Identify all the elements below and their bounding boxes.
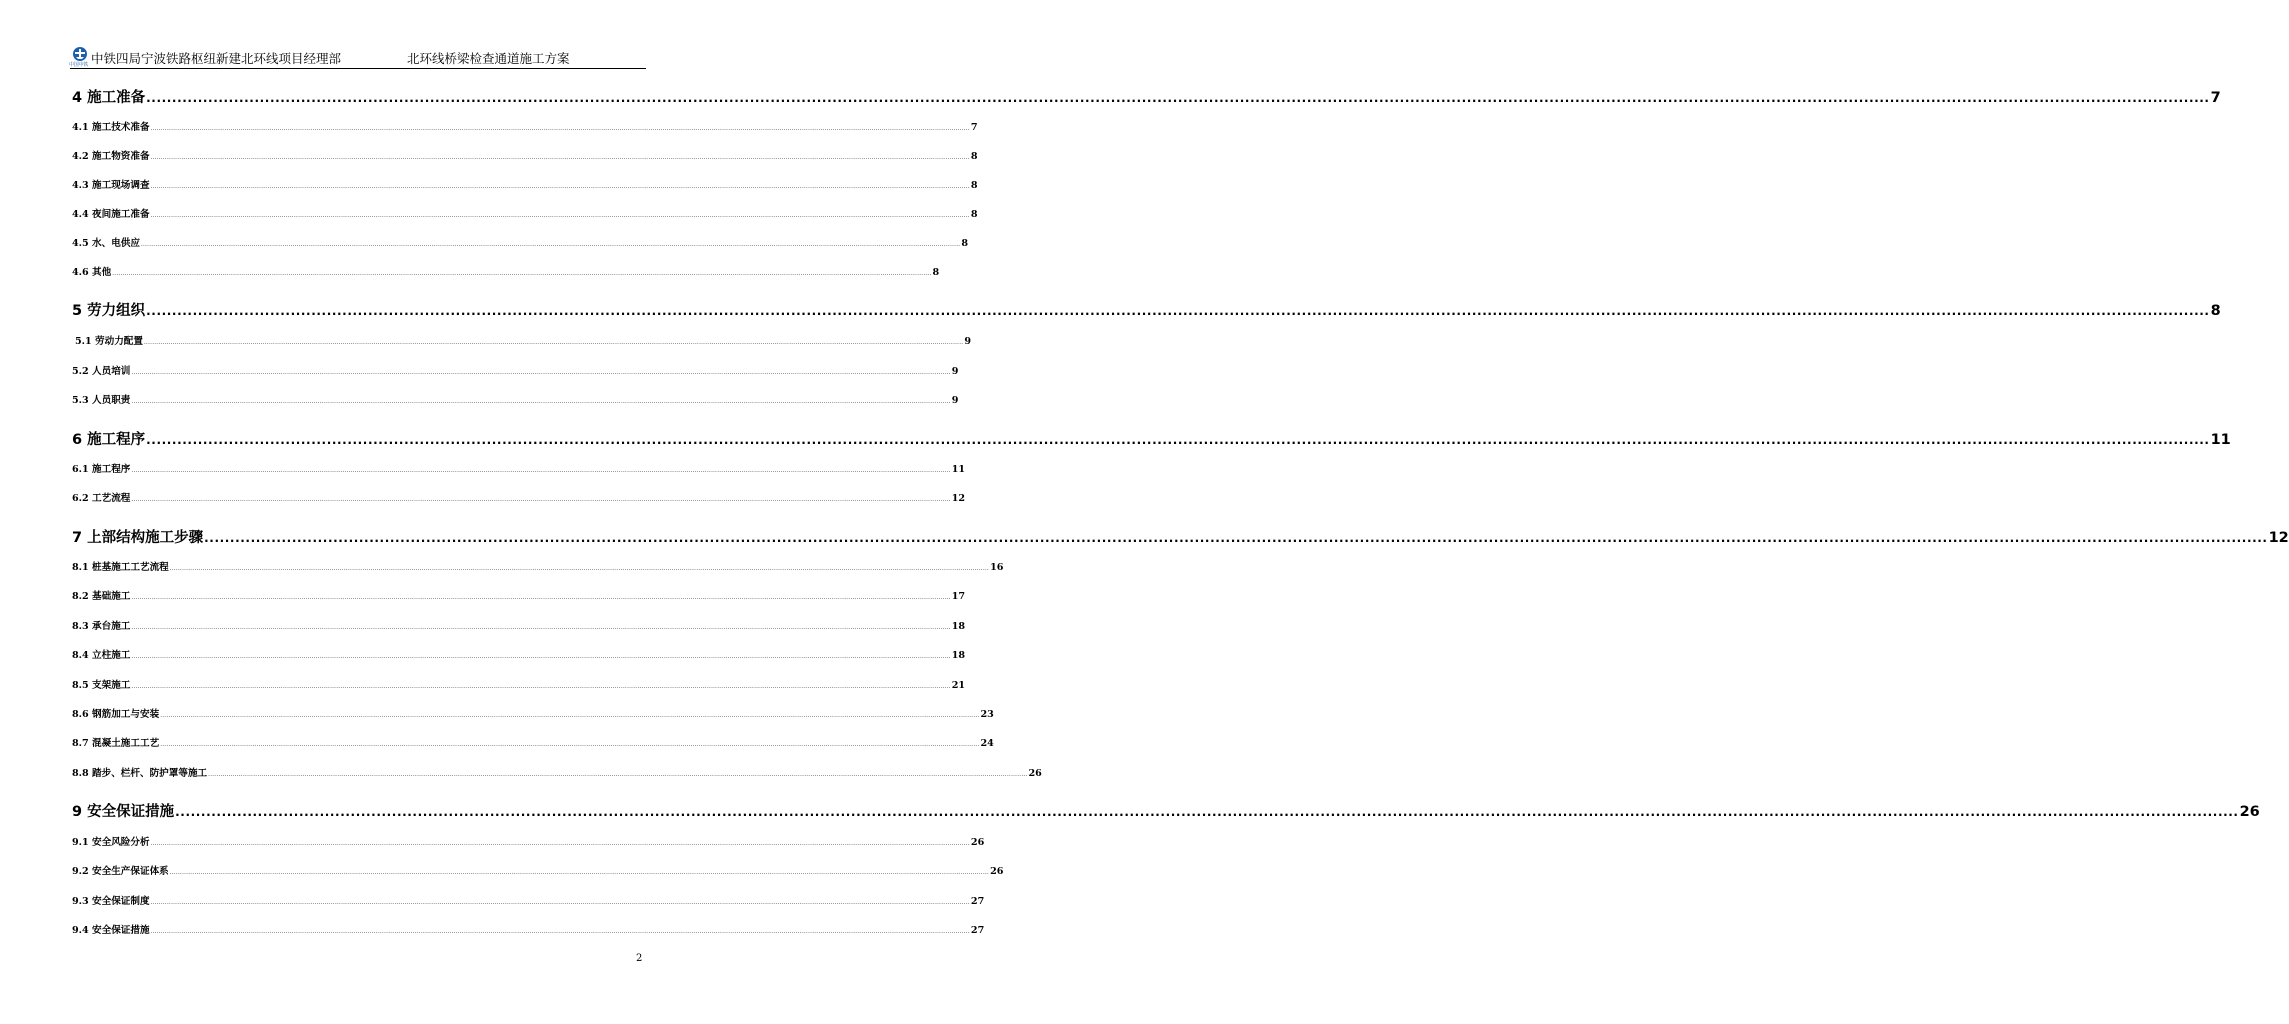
page-number: 2	[636, 953, 643, 964]
toc-entry-4[interactable]	[72, 86, 2221, 107]
toc-leader-dots: ................................................................................................................................................................................................................................................................................................................................................................................................................	[175, 805, 2239, 819]
toc-entry-title: 9.1 安全风险分析	[72, 837, 150, 848]
toc-entry-title: 8.8 踏步、栏杆、防护罩等施工	[72, 768, 208, 779]
company-logo	[70, 46, 90, 68]
toc-entry-page: 21	[951, 680, 966, 691]
toc-entry-title: 4.1 施工技术准备	[72, 122, 150, 133]
toc-leader-dots: ................................................................................................................................................................................................................................................................................................................................................................................................................	[131, 497, 951, 503]
toc-entry-8-7[interactable]	[72, 735, 994, 749]
toc-entry-page: 12	[2268, 530, 2289, 546]
toc-entry-5-2[interactable]	[72, 363, 959, 377]
toc-entry-title: 6.2 工艺流程	[72, 493, 131, 504]
toc-leader-dots: ................................................................................................................................................................................................................................................................................................................................................................................................................	[150, 184, 970, 190]
toc-leader-dots: ................................................................................................................................................................................................................................................................................................................................................................................................................	[169, 870, 990, 876]
toc-entry-page: 16	[990, 562, 1004, 573]
toc-entry-page: 12	[951, 493, 966, 504]
toc-leader-dots: ................................................................................................................................................................................................................................................................................................................................................................................................................	[112, 271, 932, 277]
toc-entry-page: 27	[970, 896, 985, 907]
toc-entry-page: 24	[980, 738, 994, 749]
header-company-name: 中铁四局宁波铁路枢纽新建北环线项目经理部	[91, 51, 342, 66]
toc-leader-dots: ................................................................................................................................................................................................................................................................................................................................................................................................................	[146, 304, 2210, 318]
toc-entry-page: 7	[970, 122, 978, 133]
toc-leader-dots: ................................................................................................................................................................................................................................................................................................................................................................................................................	[150, 126, 970, 132]
toc-leader-dots: ................................................................................................................................................................................................................................................................................................................................................................................................................	[208, 772, 1028, 778]
toc-entry-title: 5.2 人员培训	[72, 366, 131, 377]
toc-entry-title: 4.5 水、电供应	[72, 238, 140, 249]
toc-entry-title: 8.6 钢筋加工与安装	[72, 709, 160, 720]
toc-entry-page: 18	[951, 650, 966, 661]
toc-leader-dots: ................................................................................................................................................................................................................................................................................................................................................................................................................	[131, 468, 951, 474]
toc-leader-dots: ................................................................................................................................................................................................................................................................................................................................................................................................................	[150, 929, 970, 935]
toc-entry-8-4[interactable]	[72, 647, 966, 661]
toc-leader-dots: ................................................................................................................................................................................................................................................................................................................................................................................................................	[131, 595, 951, 601]
toc-entry-page: 11	[2210, 432, 2231, 448]
toc-entry-title: 6.1 施工程序	[72, 464, 131, 475]
toc-leader-dots: ................................................................................................................................................................................................................................................................................................................................................................................................................	[150, 213, 970, 219]
toc-entry-page: 17	[951, 591, 966, 602]
toc-entry-title: 8.7 混凝土施工工艺	[72, 738, 160, 749]
toc-entry-page: 8	[932, 267, 940, 278]
toc-entry-4-2[interactable]	[72, 148, 978, 162]
toc-entry-4-3[interactable]	[72, 177, 978, 191]
toc-entry-4-5[interactable]	[72, 235, 968, 249]
toc-leader-dots: ................................................................................................................................................................................................................................................................................................................................................................................................................	[141, 242, 961, 248]
toc-entry-page: 8	[970, 209, 978, 220]
toc-entry-9-2[interactable]	[72, 863, 1004, 877]
toc-entry-9-1[interactable]	[72, 834, 985, 848]
toc-entry-page: 23	[980, 709, 994, 720]
toc-entry-5[interactable]	[72, 299, 2221, 320]
toc-entry-4-1[interactable]	[72, 119, 978, 133]
toc-entry-title: 8.1 桩基施工工艺流程	[72, 562, 169, 573]
toc-leader-dots: ................................................................................................................................................................................................................................................................................................................................................................................................................	[146, 433, 2210, 447]
toc-entry-8-8[interactable]	[72, 765, 1042, 779]
toc-entry-page: 18	[951, 621, 966, 632]
toc-leader-dots: ................................................................................................................................................................................................................................................................................................................................................................................................................	[150, 841, 970, 847]
toc-entry-page: 8	[970, 180, 978, 191]
toc-entry-9[interactable]	[72, 800, 2260, 821]
toc-entry-page: 27	[970, 925, 985, 936]
toc-entry-8-1[interactable]	[72, 559, 1004, 573]
toc-entry-title: 4.6 其他	[72, 267, 112, 278]
toc-entry-4-4[interactable]	[72, 206, 978, 220]
toc-entry-title: 4.3 施工现场调查	[72, 180, 150, 191]
toc-leader-dots: ................................................................................................................................................................................................................................................................................................................................................................................................................	[131, 399, 951, 405]
toc-entry-page: 8	[961, 238, 968, 249]
toc-entry-page: 26	[990, 866, 1004, 877]
toc-entry-4-6[interactable]	[72, 264, 940, 278]
toc-entry-6-2[interactable]	[72, 490, 966, 504]
toc-entry-9-4[interactable]	[72, 922, 985, 936]
toc-leader-dots: ................................................................................................................................................................................................................................................................................................................................................................................................................	[150, 900, 970, 906]
page-header	[70, 46, 646, 69]
toc-entry-9-3[interactable]	[72, 893, 985, 907]
toc-leader-dots: ................................................................................................................................................................................................................................................................................................................................................................................................................	[150, 155, 970, 161]
header-document-title: 北环线桥梁检查通道施工方案	[407, 51, 570, 66]
toc-entry-page: 9	[951, 395, 959, 406]
toc-entry-title: 5.3 人员职责	[72, 395, 131, 406]
toc-entry-page: 26	[2239, 804, 2260, 820]
toc-leader-dots: ................................................................................................................................................................................................................................................................................................................................................................................................................	[131, 684, 951, 690]
toc-entry-6-1[interactable]	[72, 461, 966, 475]
toc-entry-5-3[interactable]	[72, 392, 959, 406]
toc-entry-page: 7	[2210, 90, 2221, 106]
toc-entry-page: 11	[951, 464, 966, 475]
toc-entry-page: 26	[1028, 768, 1042, 779]
toc-leader-dots: ................................................................................................................................................................................................................................................................................................................................................................................................................	[131, 370, 951, 376]
toc-leader-dots: ................................................................................................................................................................................................................................................................................................................................................................................................................	[204, 531, 2268, 545]
toc-entry-8-2[interactable]	[72, 588, 966, 602]
toc-entry-title: 9.3 安全保证制度	[72, 896, 150, 907]
toc-entry-title: 5 劳力组织	[72, 303, 146, 319]
toc-leader-dots: ................................................................................................................................................................................................................................................................................................................................................................................................................	[160, 742, 980, 748]
toc-entry-7[interactable]	[72, 526, 2289, 547]
toc-leader-dots: ................................................................................................................................................................................................................................................................................................................................................................................................................	[146, 91, 2210, 105]
toc-entry-title: 4 施工准备	[72, 90, 146, 106]
toc-entry-title: 8.5 支架施工	[72, 680, 131, 691]
toc-entry-title: 6 施工程序	[72, 432, 146, 448]
toc-entry-title: 5.1 劳动力配置	[75, 336, 143, 347]
toc-entry-title: 9.4 安全保证措施	[72, 925, 150, 936]
toc-entry-6[interactable]	[72, 428, 2231, 449]
logo-caption: 中国中铁	[69, 62, 89, 68]
crec-logo-icon	[70, 46, 90, 62]
toc-leader-dots: ................................................................................................................................................................................................................................................................................................................................................................................................................	[169, 566, 990, 572]
toc-entry-page: 26	[970, 837, 985, 848]
toc-leader-dots: ................................................................................................................................................................................................................................................................................................................................................................................................................	[144, 340, 964, 346]
toc-entry-title: 8.2 基础施工	[72, 591, 131, 602]
toc-entry-8-3[interactable]	[72, 618, 966, 632]
toc-leader-dots: ................................................................................................................................................................................................................................................................................................................................................................................................................	[131, 654, 951, 660]
toc-leader-dots: ................................................................................................................................................................................................................................................................................................................................................................................................................	[160, 713, 980, 719]
toc-entry-5-1[interactable]	[75, 333, 971, 347]
toc-leader-dots: ................................................................................................................................................................................................................................................................................................................................................................................................................	[131, 625, 951, 631]
toc-entry-page: 8	[970, 151, 978, 162]
toc-entry-page: 9	[951, 366, 959, 377]
toc-entry-title: 4.2 施工物资准备	[72, 151, 150, 162]
toc-entry-title: 9 安全保证措施	[72, 804, 175, 820]
toc-entry-title: 8.4 立柱施工	[72, 650, 131, 661]
toc-entry-title: 4.4 夜间施工准备	[72, 209, 150, 220]
toc-entry-page: 9	[964, 336, 971, 347]
toc-entry-title: 8.3 承台施工	[72, 621, 131, 632]
toc-entry-8-6[interactable]	[72, 706, 994, 720]
toc-entry-title: 7 上部结构施工步骤	[72, 530, 204, 546]
toc-entry-title: 9.2 安全生产保证体系	[72, 866, 169, 877]
toc-entry-page: 8	[2210, 303, 2221, 319]
toc-entry-8-5[interactable]	[72, 677, 966, 691]
